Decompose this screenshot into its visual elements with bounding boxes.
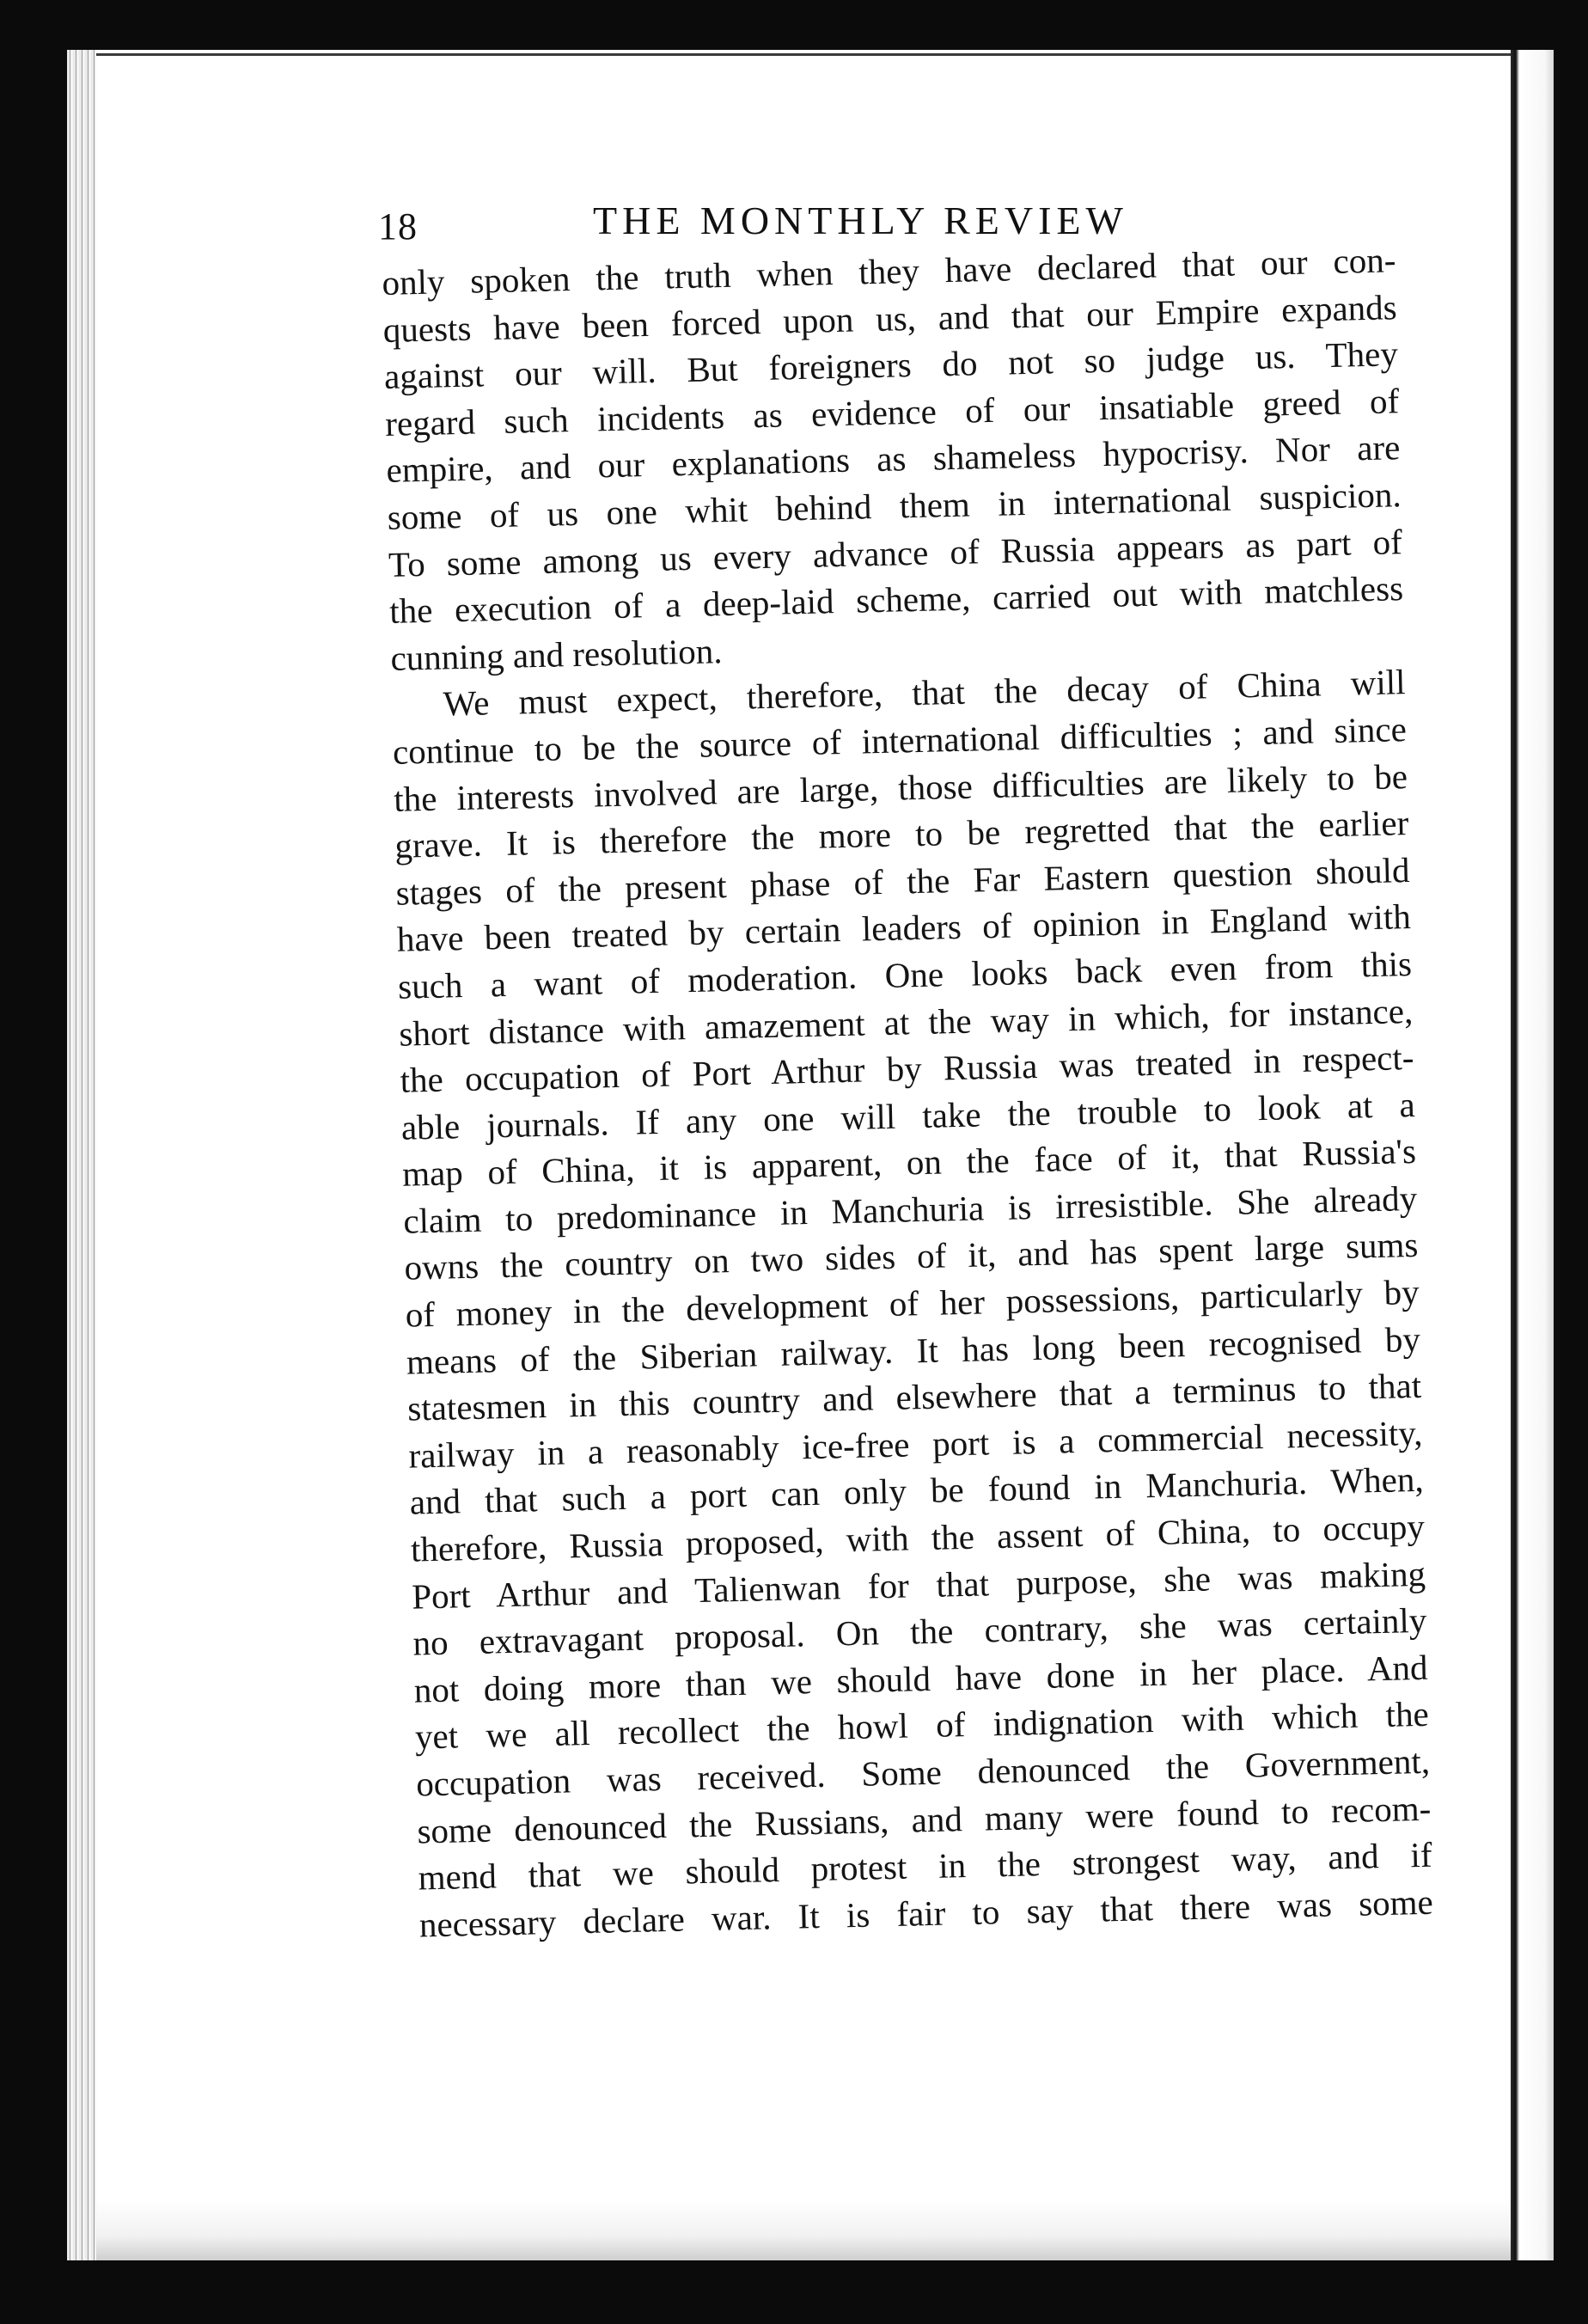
text-line: continue to be the source of international difficulties ; and since: [392, 709, 1408, 772]
text-line: some denounced the Russians, and many were found to recom-: [416, 1788, 1432, 1851]
text-line: necessary declare war. It is fair to say that there was some: [418, 1881, 1434, 1945]
text-line: quests have been forced upon us, and that our Empire expands: [382, 286, 1398, 350]
text-line: grave. It is therefore the more to be regretted that the earlier: [394, 803, 1409, 865]
text-line: have been treated by certain leaders of opinion in England with: [396, 896, 1412, 960]
text-line: and that such a port can only be found in Manchuria. When,: [409, 1459, 1425, 1523]
text-line: no extravagant proposal. On the contrary, she was certainly: [412, 1600, 1427, 1663]
text-line: occupation was received. Some denounced the Government,: [415, 1740, 1431, 1804]
page-number: 18: [378, 205, 418, 248]
text-line: some of us one whit behind them in international suspicion.: [387, 474, 1402, 537]
text-line: of money in the development of her possessions, particularly by: [405, 1271, 1420, 1335]
text-line: not doing more than we should have done in her place. And: [413, 1647, 1428, 1710]
scan-border-bottom: [0, 2260, 1588, 2324]
scan-border-top: [0, 0, 1588, 50]
text-line: cunning and resolution.: [389, 630, 723, 678]
text-line: regard such incidents as evidence of our insatiable greed of: [384, 380, 1400, 443]
text-line: the occupation of Port Arthur by Russia was treated in respect-: [400, 1037, 1414, 1100]
text-line: We must expect, therefore, that the decay of China will: [443, 662, 1406, 724]
scan-border-left: [0, 0, 67, 2324]
text-line: means of the Siberian railway. It has long been recognised by: [406, 1318, 1421, 1382]
text-line: the execution of a deep-laid scheme, carried out with matchless: [388, 568, 1404, 632]
text-line: such a want of moderation. One looks back even from this: [397, 943, 1413, 1006]
text-line: the interests involved are large, those difficulties are likely to be: [393, 755, 1408, 819]
text-line: stages of the present phase of the Far Eastern question should: [395, 849, 1410, 913]
text-line: able journals. If any one will take the trouble to look at a: [400, 1084, 1416, 1147]
text-line: empire, and our explanations as shameless hypocrisy. Nor are: [386, 427, 1401, 491]
page-stack-edge: [67, 50, 96, 2260]
text-line: against our will. But foreigners do not so judge us. They: [383, 333, 1399, 397]
text-line: owns the country on two sides of it, and has spent large sums: [404, 1225, 1419, 1288]
text-line: To some among us every advance of Russia appears as part of: [388, 521, 1403, 584]
text-line: only spoken the truth when they have declared that our con-: [382, 240, 1396, 303]
text-line: claim to predominance in Manchuria is irresistible. She already: [402, 1177, 1418, 1241]
text-line: map of China, it is apparent, on the face of it, that Russia's: [401, 1131, 1417, 1195]
text-line: Port Arthur and Talienwan for that purpose, she was making: [411, 1553, 1426, 1617]
text-line: statesmen in this country and elsewhere that a terminus to that: [406, 1366, 1422, 1428]
text-line: short distance with amazement at the way in which, for instance,: [398, 990, 1414, 1054]
body-text: [382, 236, 1440, 2235]
text-line: therefore, Russia proposed, with the assent of China, to occupy: [410, 1506, 1426, 1569]
text-line: railway in a reasonably ice-free port is a commercial necessity,: [408, 1412, 1423, 1476]
running-title: THE MONTHLY REVIEW: [593, 199, 1128, 242]
book-gutter: [1511, 50, 1554, 2260]
text-line: mend that we should protest in the strongest way, and if: [418, 1834, 1432, 1898]
scan-border-right: [1554, 0, 1588, 2324]
text-line: yet we all recollect the howl of indignation with which the: [414, 1694, 1430, 1757]
